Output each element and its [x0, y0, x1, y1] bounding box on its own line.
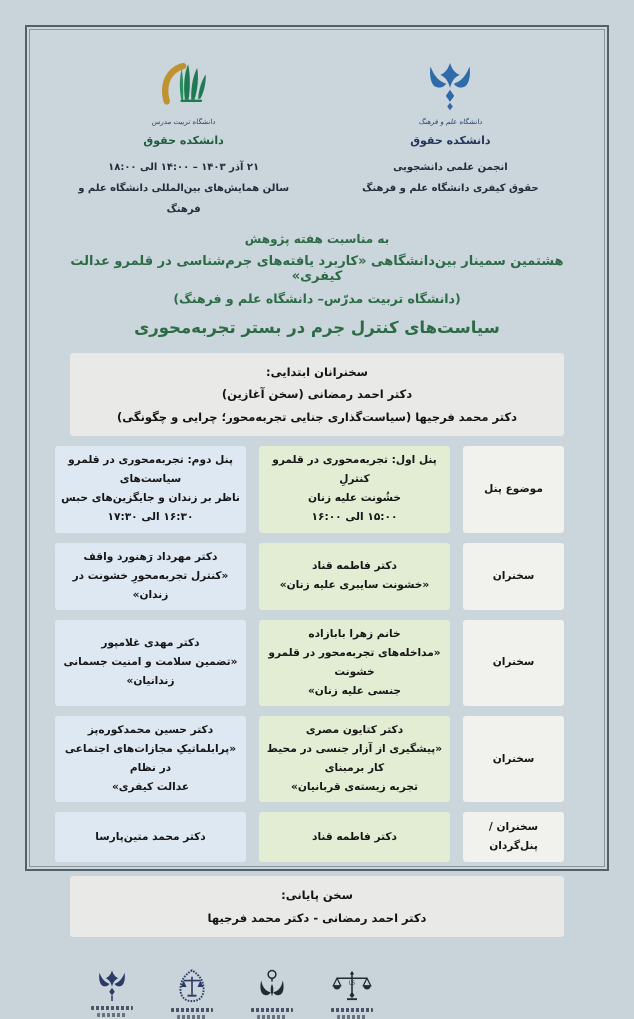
opening-speaker-2: دکتر محمد فرجیها (سیاست‌گذاری جنایی تجربه‌محور؛ چرایی و چگونگی) [116, 409, 517, 424]
logo-caption-script [337, 1015, 367, 1019]
talk-title: «کنترل تجربه‌محورِ خشونت در زندان» [72, 569, 229, 601]
inner-frame [29, 29, 605, 987]
usc-logo-block [337, 48, 564, 126]
table-row [70, 543, 564, 610]
panel2-speaker-cell [55, 716, 246, 802]
talk-title: تجربه زیسته‌ی قربانیان» [291, 781, 418, 794]
navy-tulip-association-logo-icon [94, 969, 130, 1003]
tmu-faculty-label: دانشکده حقوق [143, 134, 224, 147]
logo-caption-script [91, 1006, 133, 1010]
opening-heading: سخنرانان ابتدایی: [266, 365, 368, 379]
speaker-name: خانم زهرا بابازاده [308, 627, 401, 640]
talk-title: «خشونت سایبری علیه زنان» [279, 579, 430, 592]
main-title: سیاست‌های کنترل جرم در بستر تجربه‌محوری [134, 318, 500, 337]
header-left-column [70, 48, 297, 220]
table-row [61, 446, 564, 532]
footer-logos [70, 969, 564, 1019]
science-and-culture-university-logo-icon [422, 61, 478, 117]
talk-title: «پیشگیری از آزار جنسی در محیط کار برمبنای [266, 743, 443, 775]
cell-line: پنل اول: تجربه‌محوری در قلمرو کنترلِ [272, 454, 437, 486]
closing-remarks-box [70, 876, 564, 937]
header [70, 48, 564, 220]
speaker-name: دکتر مهرداد رَهنورد واقف [83, 550, 218, 563]
cell-line: ۱۵:۰۰ الی ۱۶:۰۰ [311, 511, 398, 524]
table-row [64, 716, 564, 802]
cell-line: ناظر بر زندان و جایگزین‌های حبس [61, 492, 240, 505]
talk-title: عدالت کیفری» [111, 781, 190, 794]
row-label-panel-topic: موضوع پنل [463, 446, 564, 532]
cell-line: خشُونت علیه زنان [307, 492, 402, 505]
speaker-name: دکتر مهدی غلامپور [101, 637, 200, 650]
ls-monogram: LS [349, 980, 355, 987]
logo-caption-script [257, 1015, 287, 1019]
speaker-name: دکتر فاطمه قناد [312, 560, 397, 573]
logo-caption-script [171, 1008, 213, 1012]
opening-speaker-1: دکتر احمد رمضانی (سخن آغازین) [221, 387, 413, 402]
speaker-name: دکتر کتایون مصری [305, 723, 404, 736]
talk-title: جنسی علیه زنان» [307, 684, 402, 697]
association-line2: حقوق کیفری دانشگاه علم و فرهنگ [362, 183, 539, 194]
tmu-logo-caption: دانشگاه تربیت مدرس [151, 118, 216, 126]
seminar-title: هشتمین سمینار بین‌دانشگاهی «کاربرد یافته‌های جرم‌شناسی در قلمرو عدالت کیفری» [70, 254, 564, 284]
schedule-table [61, 446, 564, 862]
title-block [70, 232, 564, 337]
table-row [63, 620, 564, 706]
usc-association-lines [337, 157, 564, 199]
panel1-speaker-cell [259, 620, 450, 706]
opening-speakers-box [70, 353, 564, 436]
arch-scales-association-logo-icon [175, 969, 209, 1005]
tmu-logo-block [70, 48, 297, 126]
occasion-line: به مناسبت هفته پژوهش [244, 232, 390, 246]
talk-title: «مداخله‌های تجربه‌محور در قلمرو خشونت [268, 646, 441, 678]
talk-title: «تضمین سلامت و امنیت جسمانی زندانیان» [63, 656, 238, 688]
cell-line: ۱۶:۳۰ الی ۱۷:۳۰ [107, 511, 194, 524]
logo-caption-script [251, 1008, 293, 1012]
footer-logo-block [242, 969, 302, 1019]
tulip-circle-association-logo-icon [254, 969, 290, 1005]
logo-caption-script [177, 1015, 207, 1019]
header-right-column [337, 48, 564, 220]
footer-logo-block [162, 969, 222, 1019]
row-label-speaker: سخنران [463, 543, 564, 610]
association-line1: انجمن علمی دانشجویی [393, 162, 508, 173]
event-venue: سالن همایش‌های بین‌المللی دانشگاه علم و فرهنگ [78, 183, 290, 215]
usc-logo-caption: دانشگاه علم و فرهنگ [418, 118, 483, 126]
outer-frame [25, 25, 609, 987]
talk-title: «پرابلماتیکِ مجازات‌های اجتماعی در نظام [64, 743, 237, 775]
speaker-name: دکتر حسین محمدکوره‌پز [87, 723, 214, 736]
panel1-speaker-cell [259, 543, 450, 610]
footer-logo-block [322, 969, 382, 1019]
panel2-moderator-cell [55, 812, 246, 862]
event-date-venue [70, 157, 297, 220]
cell-line: پنل دوم: تجربه‌محوری در قلمرو سیاست‌های [68, 454, 233, 486]
tarbiat-modares-university-logo-icon [155, 59, 213, 117]
logo-caption-script [97, 1013, 127, 1017]
row-label-speaker: سخنران [463, 716, 564, 802]
logo-caption-script [331, 1008, 373, 1012]
universities-line: (دانشگاه تربیت مدرّس– دانشگاه علم و فرهنگ) [173, 291, 461, 306]
event-date: ۲۱ آذر ۱۴۰۳ – ۱۴:۰۰ الی ۱۸:۰۰ [108, 162, 260, 173]
table-row [70, 812, 564, 862]
row-label-speaker: سخنران [463, 620, 564, 706]
panel2-speaker-cell [55, 543, 246, 610]
scales-of-justice-logo-icon [332, 969, 372, 1005]
panel2-speaker-cell [55, 620, 246, 706]
closing-speakers: دکتر احمد رمضانی - دکتر محمد فرجیها [207, 910, 427, 925]
usc-faculty-label: دانشکده حقوق [410, 134, 491, 147]
panel1-moderator-cell [259, 812, 450, 862]
row-label-moderator: سخنران / پنل‌گردان [463, 812, 564, 862]
panel1-topic-cell [259, 446, 450, 532]
closing-heading: سخن پایانی: [281, 888, 353, 903]
footer-logo-block [82, 969, 142, 1019]
panel1-speaker-cell [259, 716, 450, 802]
speaker-name: دکتر فاطمه قناد [312, 830, 397, 843]
panel2-topic-cell [55, 446, 246, 532]
speaker-name: دکتر محمد متین‌پارسا [95, 830, 206, 843]
